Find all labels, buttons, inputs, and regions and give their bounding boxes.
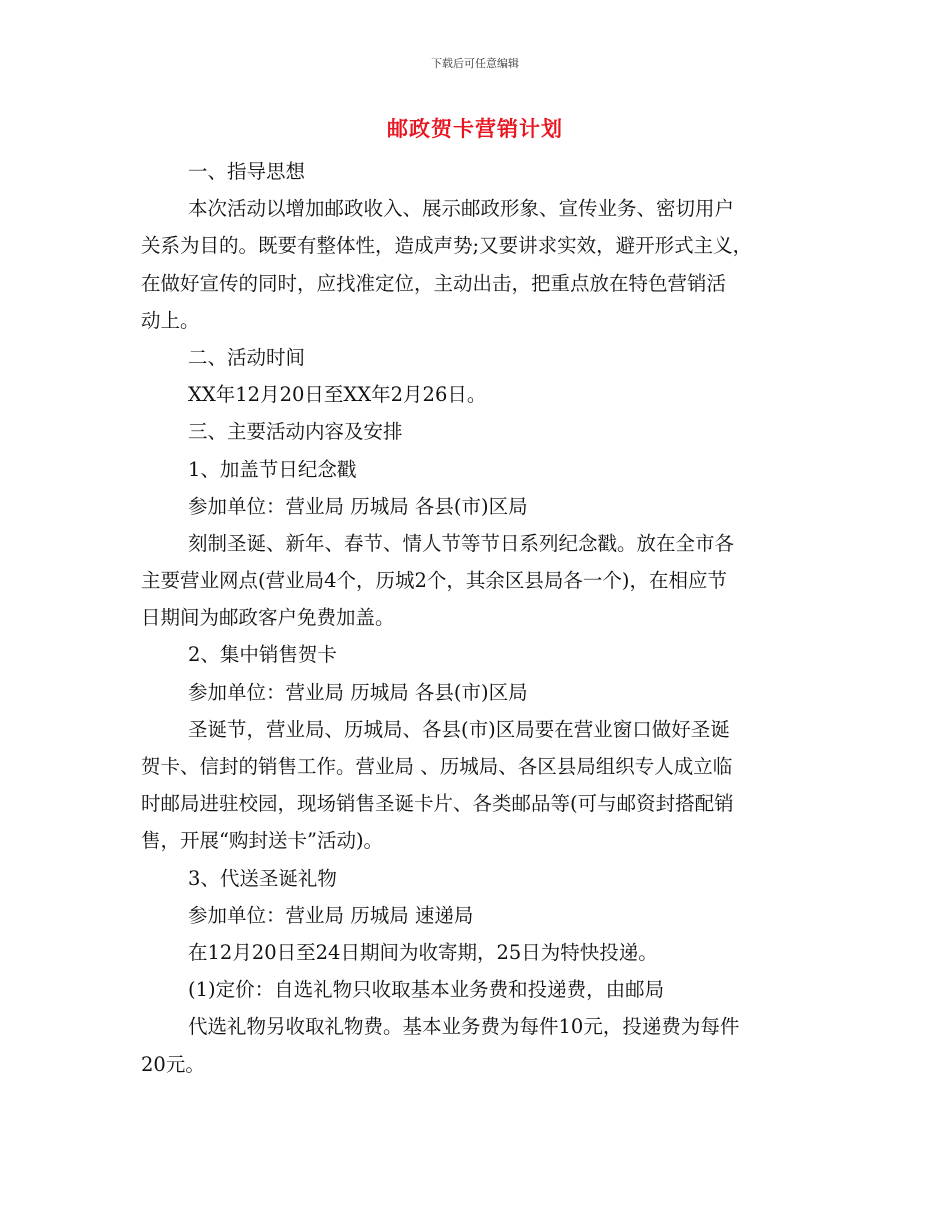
paragraph-line: 动上。 [141,308,200,332]
paragraph-line: 在做好宣传的同时，应找准定位，主动出击，把重点放在特色营销活 [141,271,727,295]
paragraph-line: 日期间为邮政客户免费加盖。 [141,606,395,630]
paragraph-line: 主要营业网点(营业局4个，历城2个，其余区县局各一个)，在相应节 [141,569,728,593]
paragraph-line: 参加单位：营业局 历城局 速递局 [188,903,474,927]
paragraph-line: 售，开展“购封送卡”活动)。 [141,829,384,853]
paragraph-line: 在12月20日至24日期间为收寄期，25日为特快投递。 [188,940,658,964]
document-body [141,153,821,1083]
paragraph-line: 二、活动时间 [188,345,306,369]
paragraph-line: (1)定价：自选礼物只收取基本业务费和投递费，由邮局 [188,978,665,1002]
paragraph-line: 参加单位：营业局 历城局 各县(市)区局 [188,680,528,704]
paragraph-line: 20元。 [141,1052,205,1076]
paragraph-line: 贺卡、信封的销售工作。营业局 、历城局、各区县局组织专人成立临 [141,755,733,778]
paragraph-line: XX年12月20日至XX年2月26日。 [188,383,487,407]
paragraph-line: 参加单位：营业局 历城局 各县(市)区局 [188,494,528,518]
paragraph-line: 时邮局进驻校园，现场销售圣诞卡片、各类邮品等(可与邮资封搭配销 [141,792,734,816]
paragraph-line: 本次活动以增加邮政收入、展示邮政形象、宣传业务、密切用户 [188,197,735,221]
paragraph-line: 代选礼物另收取礼物费。基本业务费为每件10元，投递费为每件 [188,1015,740,1039]
paragraph-line: 圣诞节，营业局、历城局、各县(市)区局要在营业窗口做好圣诞 [188,717,730,741]
paragraph-line: 一、指导思想 [188,160,306,183]
paragraph-line: 2、集中销售贺卡 [188,643,337,667]
paragraph-line: 1、加盖节日纪念戳 [188,457,357,481]
page-header-note: 下载后可任意编辑 [431,57,519,70]
paragraph-line: 3、代送圣诞礼物 [188,866,337,890]
paragraph-line: 三、主要活动内容及安排 [188,420,403,444]
paragraph-line: 刻制圣诞、新年、春节、情人节等节日系列纪念戳。放在全市各 [188,531,735,555]
document-title: 邮政贺卡营销计划 [387,116,563,141]
paragraph-line: 关系为目的。既要有整体性，造成声势;又要讲求实效，避开形式主义， [141,234,753,258]
